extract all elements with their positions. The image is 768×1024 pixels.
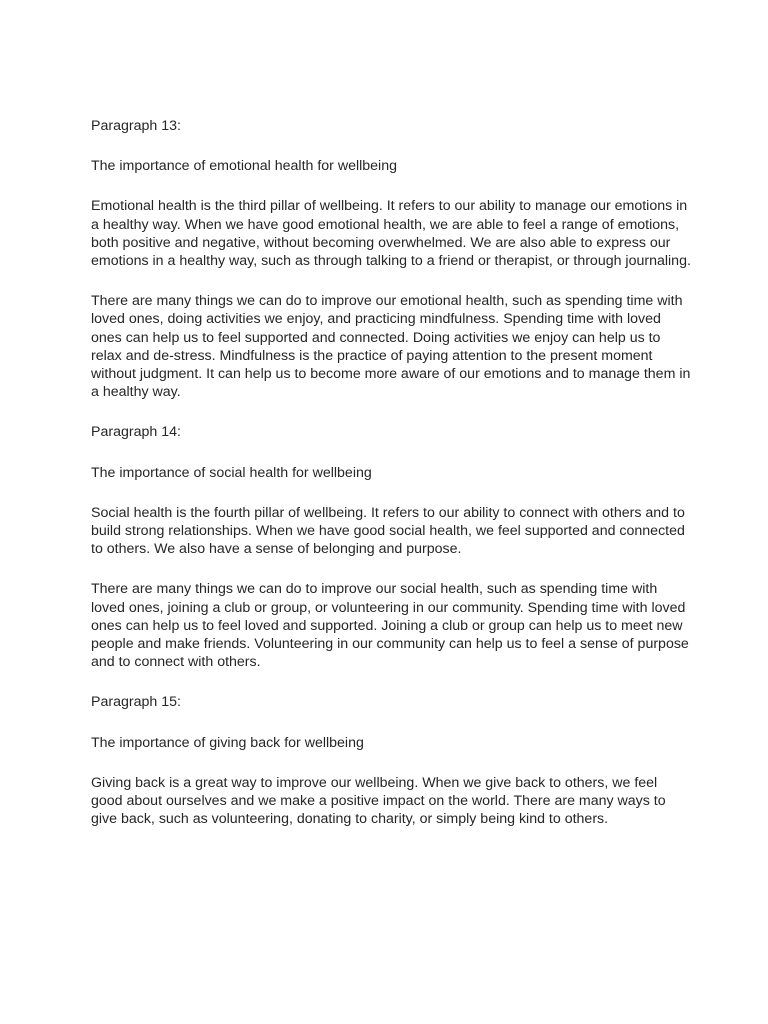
section-heading: The importance of giving back for wellbeing [91,734,364,751]
paragraph-label: Paragraph 15: [91,694,181,711]
section-heading: The importance of social health for wellbeing [91,464,372,481]
body-paragraph: Social health is the fourth pillar of wellbeing. It refers to our ability to connect with others and to build strong relationships. When we have good social health, we feel supported and connected to others. We also have a sense of belonging and purpose. [91,504,685,558]
document-page [91,117,691,850]
paragraph-label: Paragraph 14: [91,424,181,441]
paragraph-label: Paragraph 13: [91,118,181,134]
body-paragraph: There are many things we can do to improve our social health, such as spending time with loved ones, joining a club or group, or volunteering in our community. Spending time with loved ones can help us to feel loved and supported. Joining a club or group can help us to meet new people and make friends. Volunteering in our community can help us to feel a sense of purpose and to connect with others. [91,581,689,671]
body-paragraph: Giving back is a great way to improve our wellbeing. When we give back to others, we feel good about ourselves and we make a positive impact on the world. There are many ways to give back, such as volunteering, donating to charity, or simply being kind to others. [91,774,666,828]
body-paragraph: Emotional health is the third pillar of wellbeing. It refers to our ability to manage our emotions in a healthy way. When we have good emotional health, we are able to feel a range of emotions, both positive and negative, without becoming overwhelmed. We are also able to express our emotions in a healthy way, such as through talking to a friend or therapist, or through journaling. [91,198,691,270]
body-paragraph: There are many things we can do to improve our emotional health, such as spending time with loved ones, doing activities we enjoy, and practicing mindfulness. Spending time with loved ones can help us to feel supported and connected. Doing activities we enjoy can help us to relax and de-stress. Mindfulness is the practice of paying attention to the present moment without judgment. It can help us to become more aware of our emotions and to manage them in a healthy way. [91,293,691,401]
section-heading: The importance of emotional health for wellbeing [91,158,397,175]
